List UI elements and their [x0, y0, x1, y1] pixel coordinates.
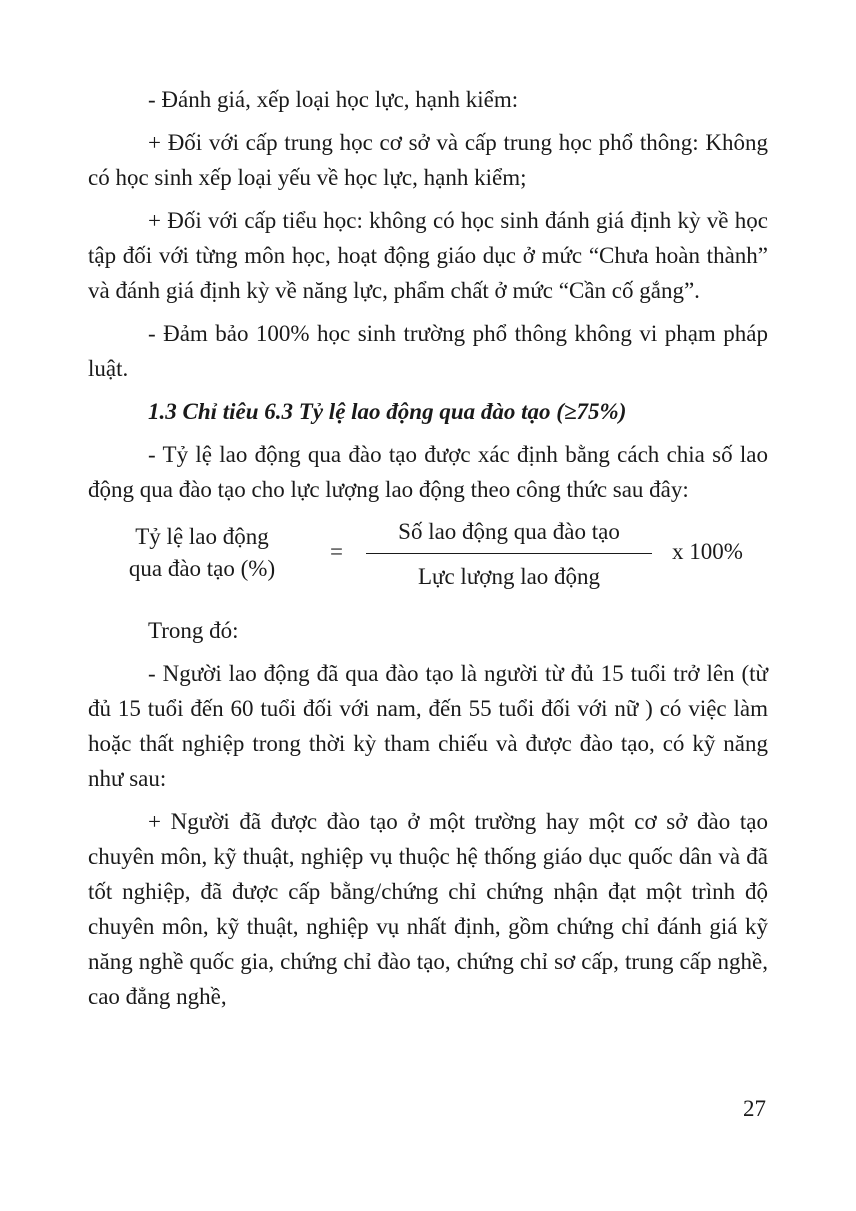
formula-left-line1: Tỷ lệ lao động: [135, 524, 269, 549]
paragraph-intro: - Tỷ lệ lao động qua đào tạo được xác định bằng cách chia số lao động qua đào tạo cho lực lượng lao động theo công thức sau đây:: [88, 442, 768, 502]
section-heading: 1.3 Chỉ tiêu 6.3 Tỷ lệ lao động qua đào tạo (≥75%): [148, 399, 627, 424]
paragraph-primary-school: + Đối với cấp tiểu học: không có học sinh đánh giá định kỳ về học tập đối với từng môn học, hoạt động giáo dục ở mức “Chưa hoàn thành” và đánh giá định kỳ về năng lực, phẩm chất ở mức “Cần cố gắng”.: [88, 208, 768, 303]
paragraph-trained-criteria: + Người đã được đào tạo ở một trường hay một cơ sở đào tạo chuyên môn, kỹ thuật, nghiệp vụ thuộc hệ thống giáo dục quốc dân và đã tốt nghiệp, đã được cấp bằng/chứng chỉ chứng nhận đạt một trình độ chuyên môn, kỹ thuật, nghiệp vụ nhất định, gồm chứng chỉ đánh giá kỹ năng nghề quốc gia, chứng chỉ đào tạo, chứng chỉ sơ cấp, trung cấp nghề, cao đẳng nghề,: [88, 809, 768, 1009]
paragraph-evaluation: - Đánh giá, xếp loại học lực, hạnh kiểm:: [148, 87, 519, 112]
formula-multiplier: x 100%: [672, 539, 743, 564]
paragraph-where: Trong đó:: [148, 618, 239, 643]
page-number: 27: [743, 1096, 766, 1121]
paragraph-secondary-school: + Đối với cấp trung học cơ sở và cấp trung học phổ thông: Không có học sinh xếp loại yếu về học lực, hạnh kiểm;: [88, 130, 768, 190]
formula-denominator: Lực lượng lao động: [417, 564, 601, 589]
formula-numerator: Số lao động qua đào tạo: [366, 515, 652, 554]
paragraph-trained-worker-definition: - Người lao động đã qua đào tạo là người từ đủ 15 tuổi trở lên (từ đủ 15 tuổi đến 60 tuổi đối với nam, đến 55 tuổi đối với nữ ) có việc làm hoặc thất nghiệp trong thời kỳ tham chiếu và được đào tạo, có kỹ năng như sau:: [88, 661, 768, 791]
formula-equals: =: [330, 539, 343, 564]
formula-left-side: [88, 521, 316, 585]
paragraph-law-compliance: - Đảm bảo 100% học sinh trường phổ thông không vi phạm pháp luật.: [88, 321, 768, 381]
formula-left-line2: qua đào tạo (%): [128, 556, 276, 581]
formula-fraction: [366, 515, 652, 594]
formula: [88, 515, 768, 607]
document-page: [88, 82, 768, 1022]
